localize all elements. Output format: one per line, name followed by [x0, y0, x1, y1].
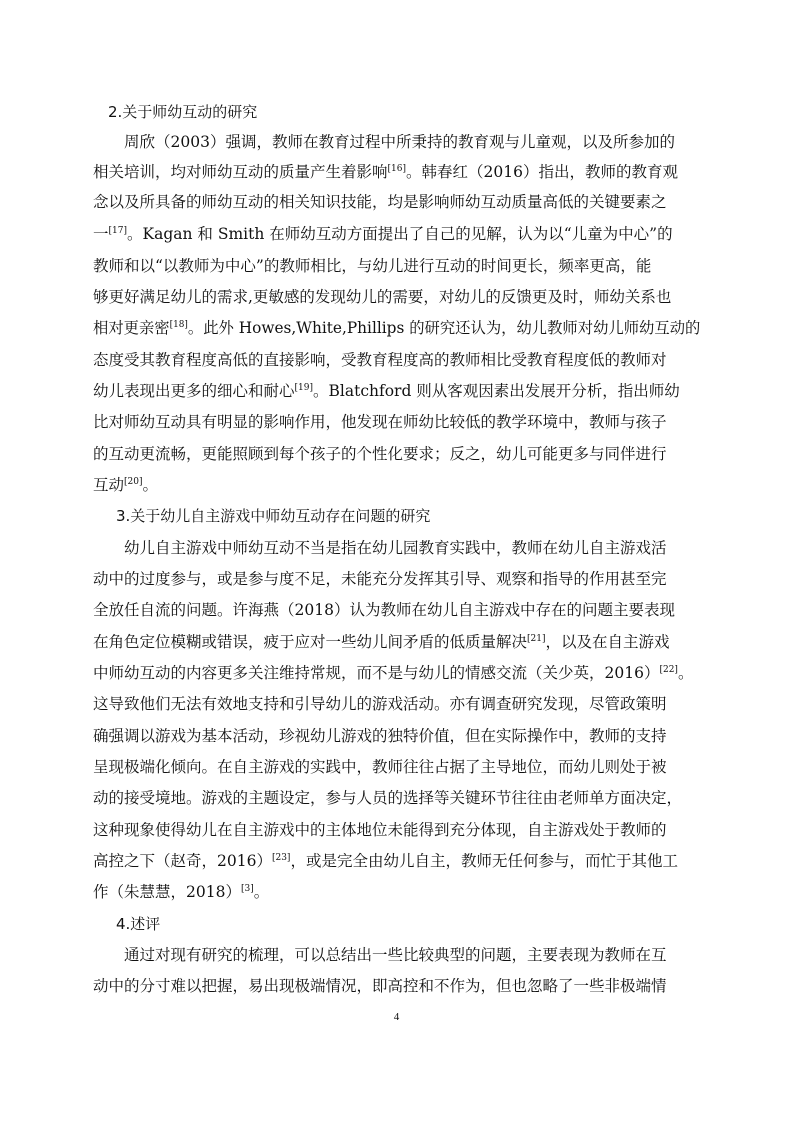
line-text: 2.关于师幼互动的研究: [108, 103, 258, 121]
line-text: 通过对现有研究的梳理，可以总结出一些比较典型的问题，主要表现为教师在互: [124, 946, 667, 964]
line-text: 相对更亲密[18]。此外 Howes,White,Phillips 的研究还认为，幼儿教师对幼儿师幼互动的: [93, 319, 701, 337]
citation-marker: [22]: [659, 664, 678, 675]
citation-marker: [23]: [271, 852, 291, 863]
line-text: 4.述评: [116, 915, 161, 933]
line-text: 一[17]。Kagan 和 Smith 在师幼互动方面提出了自己的见解，认为以“儿童为中心”的: [93, 225, 673, 243]
line-text: 互动[20]。: [93, 476, 159, 494]
paragraph-line: [0, 882, 793, 902]
line-text: 的互动更流畅，更能照顾到每个孩子的个性化要求；反之，幼儿可能更多与同伴进行: [93, 445, 667, 463]
paragraph-line: [0, 600, 793, 620]
paragraph-line: [0, 538, 793, 558]
paragraph-line: [0, 444, 793, 464]
line-text: 中师幼互动的内容更多关注维持常规，而不是与幼儿的情感交流（关少英，2016）[22]。: [93, 664, 694, 682]
line-text: 态度受其教育程度高低的直接影响，受教育程度高的教师相比受教育程度低的教师对: [93, 351, 667, 369]
citation-marker: [17]: [108, 225, 127, 236]
line-text: 够更好满足幼儿的需求,更敏感的发现幼儿的需要，对幼儿的反馈更及时，师幼关系也: [93, 288, 672, 306]
section-heading-4: [0, 914, 793, 934]
paragraph-line: [0, 569, 793, 589]
paragraph-line: [0, 224, 793, 244]
line-text: 呈现极端化倾向。在自主游戏的实践中，教师往往占据了主导地位，而幼儿则处于被: [93, 758, 667, 776]
line-text: 动中的分寸难以把握，易出现极端情况，即高控和不作为，但也忽略了一些非极端情: [93, 977, 667, 995]
line-text: 3.关于幼儿自主游戏中师幼互动存在问题的研究: [116, 507, 431, 525]
citation-marker: [21]: [527, 633, 546, 644]
citation-marker: [18]: [169, 319, 188, 330]
line-text: 比对师幼互动具有明显的影响作用，他发现在师幼比较低的教学环境中，教师与孩子: [93, 413, 667, 431]
paragraph-line: [0, 726, 793, 746]
paragraph-line: [0, 132, 793, 152]
paragraph-line: [0, 287, 793, 307]
paragraph-line: [0, 757, 793, 777]
paragraph-line: [0, 945, 793, 965]
paragraph-line: [0, 162, 793, 182]
line-text: 念以及所具备的师幼互动的相关知识技能，均是影响师幼互动质量高低的关键要素之: [93, 193, 667, 211]
line-text: 周欣（2003）强调，教师在教育过程中所秉持的教育观与儿童观，以及所参加的: [124, 133, 675, 151]
line-text: 相关培训，均对师幼互动的质量产生着影响[16]。韩春红（2016）指出，教师的教育观: [93, 163, 678, 181]
line-text: 这导致他们无法有效地支持和引导幼儿的游戏活动。亦有调查研究发现，尽管政策明: [93, 695, 667, 713]
paragraph-line: [0, 381, 793, 401]
line-text: 教师和以“以教师为中心”的教师相比，与幼儿进行互动的时间更长，频率更高，能: [93, 257, 652, 275]
section-heading-3: [0, 506, 793, 526]
paragraph-line: [0, 318, 793, 338]
paragraph-line: [0, 412, 793, 432]
line-text: 全放任自流的问题。许海燕（2018）认为教师在幼儿自主游戏中存在的问题主要表现: [93, 601, 675, 619]
paragraph-line: [0, 256, 793, 276]
paragraph-line: [0, 663, 793, 683]
paragraph-line: [0, 976, 793, 996]
line-text: 动中的过度参与，或是参与度不足，未能充分发挥其引导、观察和指导的作用甚至完: [93, 570, 667, 588]
line-text: 这种现象使得幼儿在自主游戏中的主体地位未能得到充分体现，自主游戏处于教师的: [93, 821, 667, 839]
paragraph-line: [0, 350, 793, 370]
paragraph-line: [0, 192, 793, 212]
paragraph-line: [0, 851, 793, 871]
section-heading-2: [0, 102, 793, 122]
line-text: 幼儿表现出更多的细心和耐心[19]。Blatchford 则从客观因素出发展开分析，指出师幼: [93, 382, 680, 400]
paragraph-line: [0, 632, 793, 652]
paragraph-line: [0, 788, 793, 808]
line-text: 高控之下（赵奇，2016）[23]，或是完全由幼儿自主，教师无任何参与，而忙于其他工: [93, 852, 678, 870]
citation-marker: [20]: [124, 476, 143, 487]
paragraph-line: [0, 820, 793, 840]
line-text: 作（朱慧慧，2018）[3]。: [93, 883, 270, 901]
citation-marker: [19]: [294, 382, 313, 393]
line-text: 动的接受境地。游戏的主题设定，参与人员的选择等关键环节往往由老师单方面决定，: [93, 789, 683, 807]
citation-marker: [3]: [240, 883, 254, 894]
page-number: 4: [393, 1011, 400, 1023]
paragraph-line: [0, 694, 793, 714]
line-text: 确强调以游戏为基本活动，珍视幼儿游戏的独特价值，但在实际操作中，教师的支持: [93, 727, 667, 745]
paragraph-line: [0, 475, 793, 495]
line-text: 在角色定位模糊或错误，疲于应对一些幼儿间矛盾的低质量解决[21]，以及在自主游戏: [93, 633, 670, 651]
line-text: 幼儿自主游戏中师幼互动不当是指在幼儿园教育实践中，教师在幼儿自主游戏活: [124, 539, 667, 557]
citation-marker: [16]: [387, 163, 406, 174]
